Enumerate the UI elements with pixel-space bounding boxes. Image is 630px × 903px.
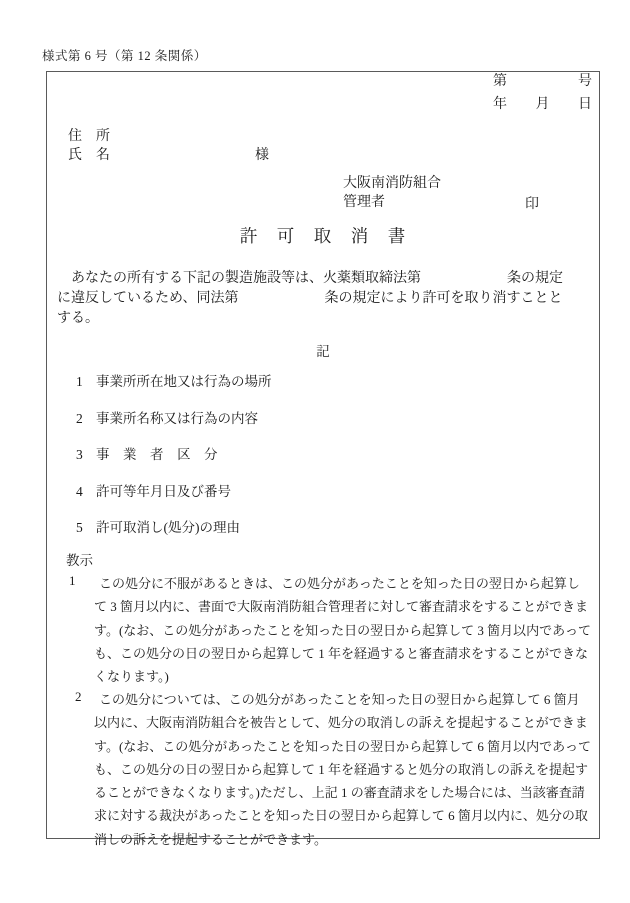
kyoji-item-1-text [94, 572, 594, 688]
issuer-block [343, 174, 441, 212]
kyoji-item-2-text [94, 688, 594, 851]
list-item-3-label: 事 業 者 区 分 [96, 447, 218, 462]
date-year-label: 年 [493, 97, 507, 112]
recipient-address-label: 住 所 [68, 129, 110, 144]
body-line-1-pre: あなたの所有する下記の製造施設等は、火薬類取締法第 [57, 271, 421, 286]
body-line-2 [57, 289, 593, 309]
recipient-honorific: 様 [255, 148, 269, 163]
fill-in-blank-article-2 [238, 301, 324, 302]
date-row [493, 98, 592, 112]
kyoji-2-line-7: 消しの訴えを提起することができます。 [94, 831, 327, 847]
kyoji-1-line-1: この処分に不服があるときは、この処分があったことを知った日の翌日から起算し [99, 576, 580, 591]
date-month-label: 月 [535, 97, 550, 112]
list-item-4-number: 4 [76, 484, 83, 499]
recipient-block [68, 127, 269, 165]
body-paragraph [57, 269, 593, 329]
recipient-name-line [68, 146, 269, 165]
kyoji-2-line-1: この処分については、この処分があったことを知った日の翌日から起算して 6 箇月 [99, 692, 580, 707]
kyoji-2-line-5: ることができなくなります。)ただし、上記 1 の審査請求をした場合には、当該審査請 [94, 785, 585, 801]
kyoji-2-line-2: 以内に、大阪南消防組合を被告として、処分の取消しの訴えを提起することができま [94, 715, 588, 731]
ki-section-label: 記 [316, 344, 330, 359]
issuer-title: 管理者 [343, 195, 385, 210]
kyoji-section-label: 教示 [66, 553, 93, 568]
doc-number-prefix: 第 [493, 74, 507, 89]
body-line-1 [57, 269, 593, 289]
date-day-label: 日 [578, 97, 592, 112]
issuer-organization: 大阪南消防組合 [343, 176, 441, 191]
document-number-row [493, 75, 592, 89]
doc-number-suffix: 号 [578, 74, 592, 89]
kyoji-2-line-3: す。(なお、この処分があったことを知った日の翌日から起算して 6 箇月以内であって [94, 738, 592, 754]
kyoji-item-1-number: 1 [69, 573, 76, 588]
kyoji-item-2-number: 2 [75, 689, 82, 704]
body-line-3: する。 [57, 311, 99, 326]
body-line-2-post: 条の規定により許可を取り消すことと [324, 291, 563, 306]
list-item-1-number: 1 [76, 374, 83, 389]
kyoji-1-line-3: す。(なお、この処分があったことを知った日の翌日から起算して 3 箇月以内であって [94, 622, 592, 638]
body-line-2-pre: に違反しているため、同法第 [57, 291, 239, 306]
list-item-3-number: 3 [76, 447, 83, 462]
fill-in-blank-article-1 [421, 281, 507, 282]
list-item-1-label: 事業所所在地又は行為の場所 [96, 374, 272, 389]
list-item-5-number: 5 [76, 520, 83, 535]
kyoji-1-line-5: くなります。) [94, 669, 169, 685]
kyoji-2-line-6: 求に対する裁決があったことを知った日の翌日から起算して 6 箇月以内に、処分の取 [94, 808, 588, 824]
body-line-1-post: 条の規定 [507, 271, 563, 286]
document-border [46, 71, 600, 847]
document-title: 許 可 取 消 書 [239, 226, 407, 246]
list-item-2-number: 2 [76, 411, 83, 426]
kyoji-1-line-4: も、この処分の日の翌日から起算して 1 年を経過すると審査請求をすることができな [94, 645, 589, 661]
list-item-4-label: 許可等年月日及び番号 [96, 484, 231, 499]
list-item-5-label: 許可取消し(処分)の理由 [96, 520, 240, 535]
list-item-2-label: 事業所名称又は行為の内容 [96, 411, 258, 426]
form-number-label: 様式第 6 号（第 12 条関係） [42, 49, 207, 63]
seal-mark: 印 [525, 197, 539, 212]
kyoji-1-line-2: て 3 箇月以内に、書面で大阪南消防組合管理者に対して審査請求をすることができま [94, 599, 589, 615]
kyoji-2-line-4: も、この処分の日の翌日から起算して 1 年を経過すると処分の取消しの訴えを提起す [94, 761, 589, 777]
recipient-name-label: 氏 名 [68, 148, 110, 163]
